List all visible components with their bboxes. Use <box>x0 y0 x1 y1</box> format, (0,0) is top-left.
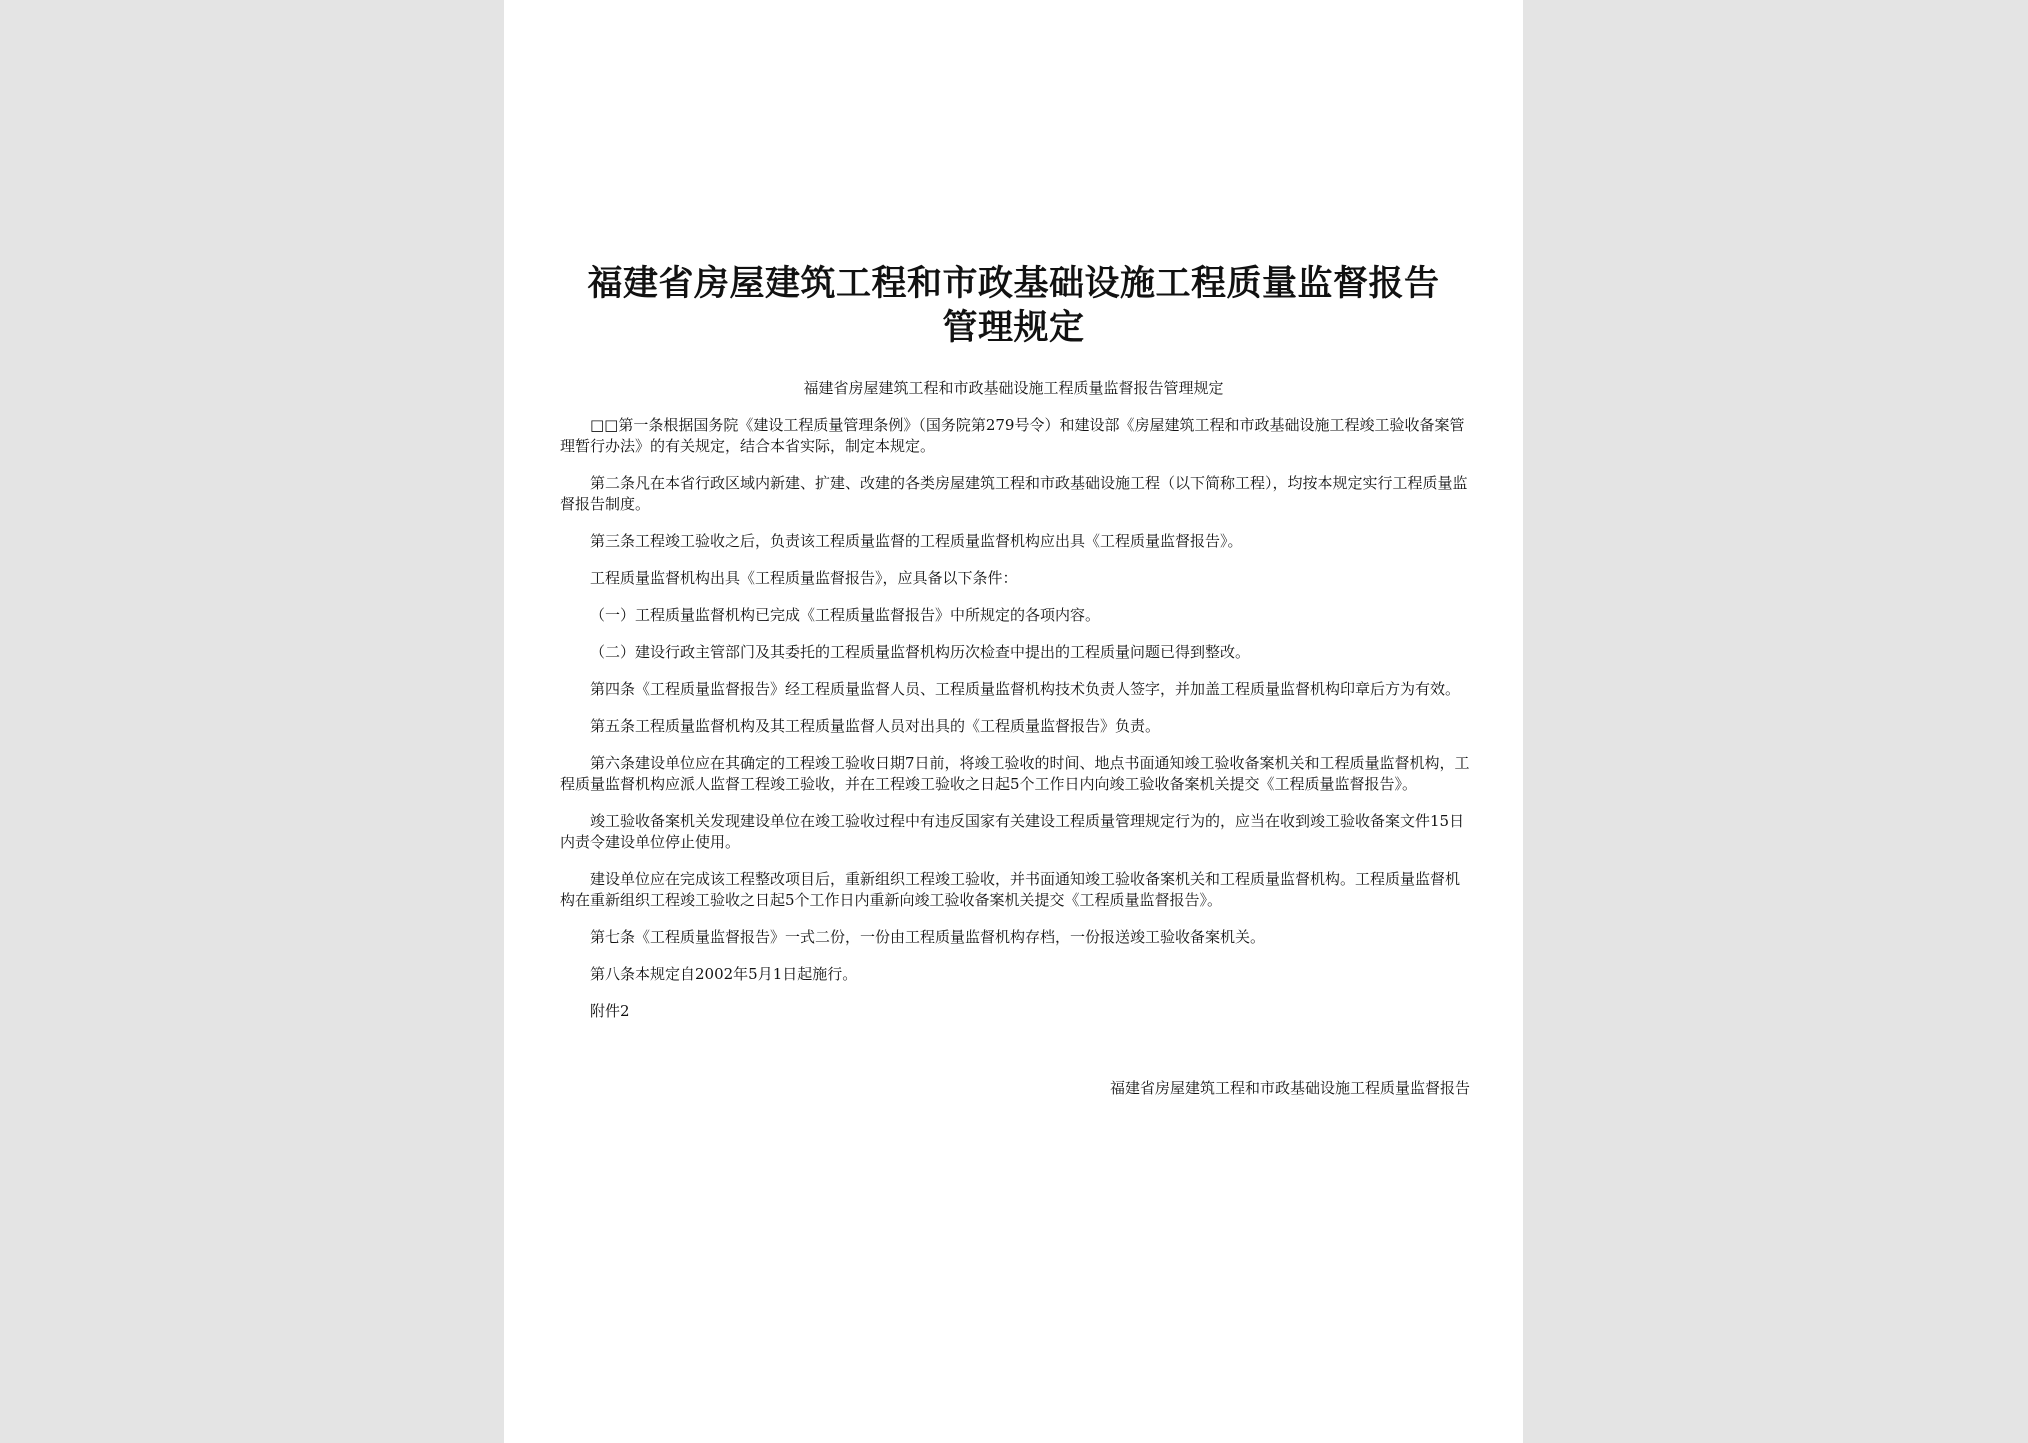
article-1-paragraph: □□第一条根据国务院《建设工程质量管理条例》（国务院第279号令）和建设部《房屋建筑工程和市政基础设施工程竣工验收备案管理暂行办法》的有关规定，结合本省实际，制定本规定。 <box>560 416 1465 455</box>
article-4-paragraph: 第四条《工程质量监督报告》经工程质量监督人员、工程质量监督机构技术负责人签字，并加盖工程质量监督机构印章后方为有效。 <box>590 680 1461 698</box>
article-3-paragraph: 第三条工程竣工验收之后，负责该工程质量监督的工程质量监督机构应出具《工程质量监督报告》。 <box>590 532 1243 550</box>
document-page <box>504 0 1523 1443</box>
document-body <box>560 415 1470 1038</box>
document-title-line-1: 福建省房屋建筑工程和市政基础设施工程质量监督报告 <box>587 263 1440 304</box>
article-2-paragraph: 第二条凡在本省行政区域内新建、扩建、改建的各类房屋建筑工程和市政基础设施工程（以下简称工程），均按本规定实行工程质量监督报告制度。 <box>560 474 1468 513</box>
article-6-paragraph: 第六条建设单位应在其确定的工程竣工验收日期7日前，将竣工验收的时间、地点书面通知竣工验收备案机关和工程质量监督机构，工程质量监督机构应派人监督工程竣工验收，并在工程竣工验收之日起5个工作日内向竣工验收备案机关提交《工程质量监督报告》。 <box>560 754 1470 793</box>
article-6-violation-paragraph: 竣工验收备案机关发现建设单位在竣工验收过程中有违反国家有关建设工程质量管理规定行为的，应当在收到竣工验收备案文件15日内责令建设单位停止使用。 <box>560 812 1465 851</box>
document-title-line-2: 管理规定 <box>942 307 1085 348</box>
document-signature: 福建省房屋建筑工程和市政基础设施工程质量监督报告 <box>1109 1079 1470 1097</box>
article-7-paragraph: 第七条《工程质量监督报告》一式二份，一份由工程质量监督机构存档，一份报送竣工验收备案机关。 <box>590 928 1266 946</box>
condition-1-paragraph: （一）工程质量监督机构已完成《工程质量监督报告》中所规定的各项内容。 <box>590 606 1101 624</box>
article-5-paragraph: 第五条工程质量监督机构及其工程质量监督人员对出具的《工程质量监督报告》负责。 <box>590 717 1161 735</box>
article-8-paragraph: 第八条本规定自2002年5月1日起施行。 <box>590 965 858 983</box>
document-subtitle: 福建省房屋建筑工程和市政基础设施工程质量监督报告管理规定 <box>803 379 1224 397</box>
condition-2-paragraph: （二）建设行政主管部门及其委托的工程质量监督机构历次检查中提出的工程质量问题已得到整改。 <box>590 643 1251 661</box>
article-6-rectification-paragraph: 建设单位应在完成该工程整改项目后，重新组织工程竣工验收，并书面通知竣工验收备案机关和工程质量监督机构。工程质量监督机构在重新组织工程竣工验收之日起5个工作日内重新向竣工验收备案机关提交《工程质量监督报告》。 <box>560 870 1461 909</box>
conditions-intro-paragraph: 工程质量监督机构出具《工程质量监督报告》，应具备以下条件： <box>590 569 1018 587</box>
attachment-label: 附件2 <box>590 1002 630 1020</box>
document-title <box>504 262 1523 350</box>
